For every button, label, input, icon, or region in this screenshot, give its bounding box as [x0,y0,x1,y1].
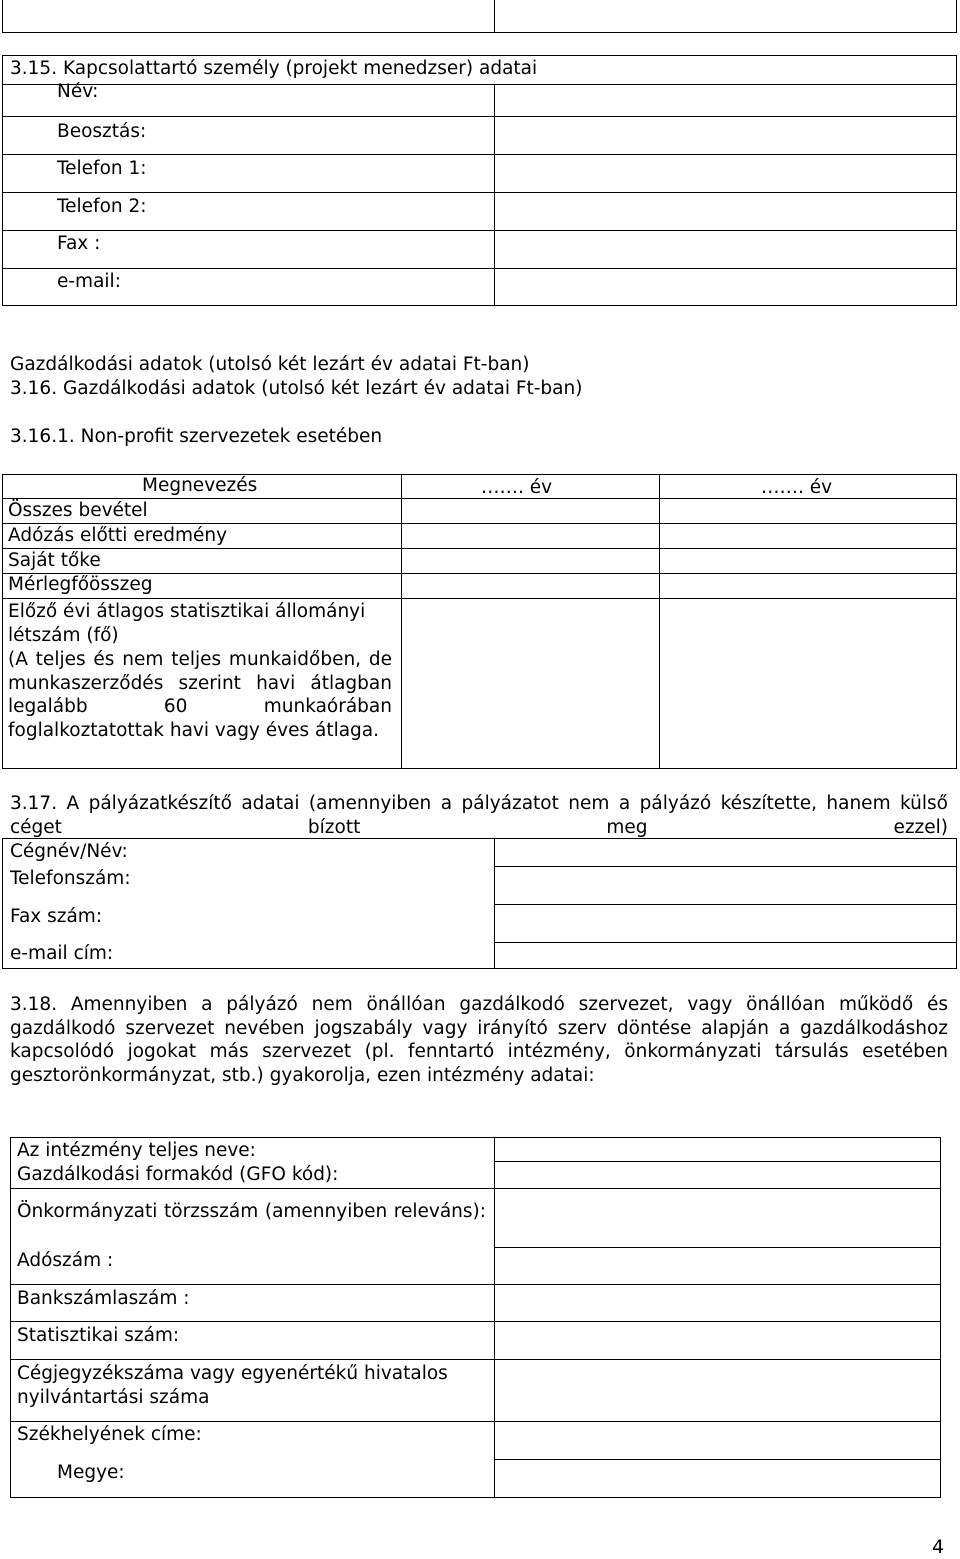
institution-gfo-label: Gazdálkodási formakód (GFO kód): [17,1164,339,1185]
page-number: 4 [932,1536,945,1558]
finance-heading: 3.16. Gazdálkodási adatok (utolsó két lezárt év adatai Ft-ban) [10,378,583,399]
preparer-email-label: e-mail cím: [10,943,114,964]
finance-row-label: Saját tőke [8,550,101,571]
finance-staff-note: (A teljes és nem teljes munkaidőben, de munkaszerződés szerint havi átlagban legalább 60 munkaórában foglalkoztatottak havi vagy éves átlaga. [8,649,392,741]
preparer-heading: 3.17. A pályázatkészítő adatai (amennyiben a pályázatot nem a pályázó készítette, hanem külső céget bízott meg ezzel) [10,793,948,838]
finance-col-header: Megnevezés [142,475,258,496]
finance-row-label: Összes bevétel [8,500,148,521]
field-phone1-label: Telefon 1: [57,158,147,179]
field-phone2-label: Telefon 2: [57,196,147,217]
finance-year2-header: ……. év [761,477,833,498]
preparer-phone-label: Telefonszám: [10,868,131,889]
field-position-label: Beosztás: [57,121,147,142]
contact-heading: 3.15. Kapcsolattartó személy (projekt menedzser) adatai [10,58,538,79]
field-fax-label: Fax : [57,233,101,254]
institution-county-label: Megye: [57,1462,125,1483]
institution-tax-label: Adószám : [17,1250,114,1271]
finance-row-label: létszám (fő) [8,625,119,646]
finance-year1-header: ……. év [481,477,553,498]
institution-bank-label: Bankszámlaszám : [17,1288,190,1309]
finance-row-label: Adózás előtti eredmény [8,525,228,546]
finance-intro: Gazdálkodási adatok (utolsó két lezárt év adatai Ft-ban) [10,354,530,375]
institution-stat-label: Statisztikai szám: [17,1325,180,1346]
finance-row-label: Mérlegfőösszeg [8,574,153,595]
institution-name-label: Az intézmény teljes neve: [17,1140,256,1161]
preparer-company-label: Cégnév/Név: [10,841,128,862]
finance-subheading: 3.16.1. Non-profit szervezetek esetében [10,426,383,447]
institution-registry-label: Önkormányzati törzsszám (amennyiben releváns): [17,1201,486,1222]
field-email-label: e-mail: [57,271,121,292]
field-name-label: Név: [57,81,99,102]
institution-heading: 3.18. Amennyiben a pályázó nem önállóan gazdálkodó szervezet, vagy önállóan működő és gazdálkodó szervezet nevében jogszabály vagy irányító szerv döntése alapján a gazdálkodáshoz kapcsolódó jogokat más szervezet (pl. fenntartó intézmény, önkormányzati társulás esetében gesztorönkormányzat, stb.) gyakorolja, ezen intézmény adatai: [10,994,948,1086]
preparer-fax-label: Fax szám: [10,906,103,927]
finance-row-label: Előző évi átlagos statisztikai állományi [8,601,366,622]
institution-address-label: Székhelyének címe: [17,1424,202,1445]
institution-company-reg-label: Cégjegyzékszáma vagy egyenértékű hivatalos nyilvántartási száma [17,1363,448,1408]
